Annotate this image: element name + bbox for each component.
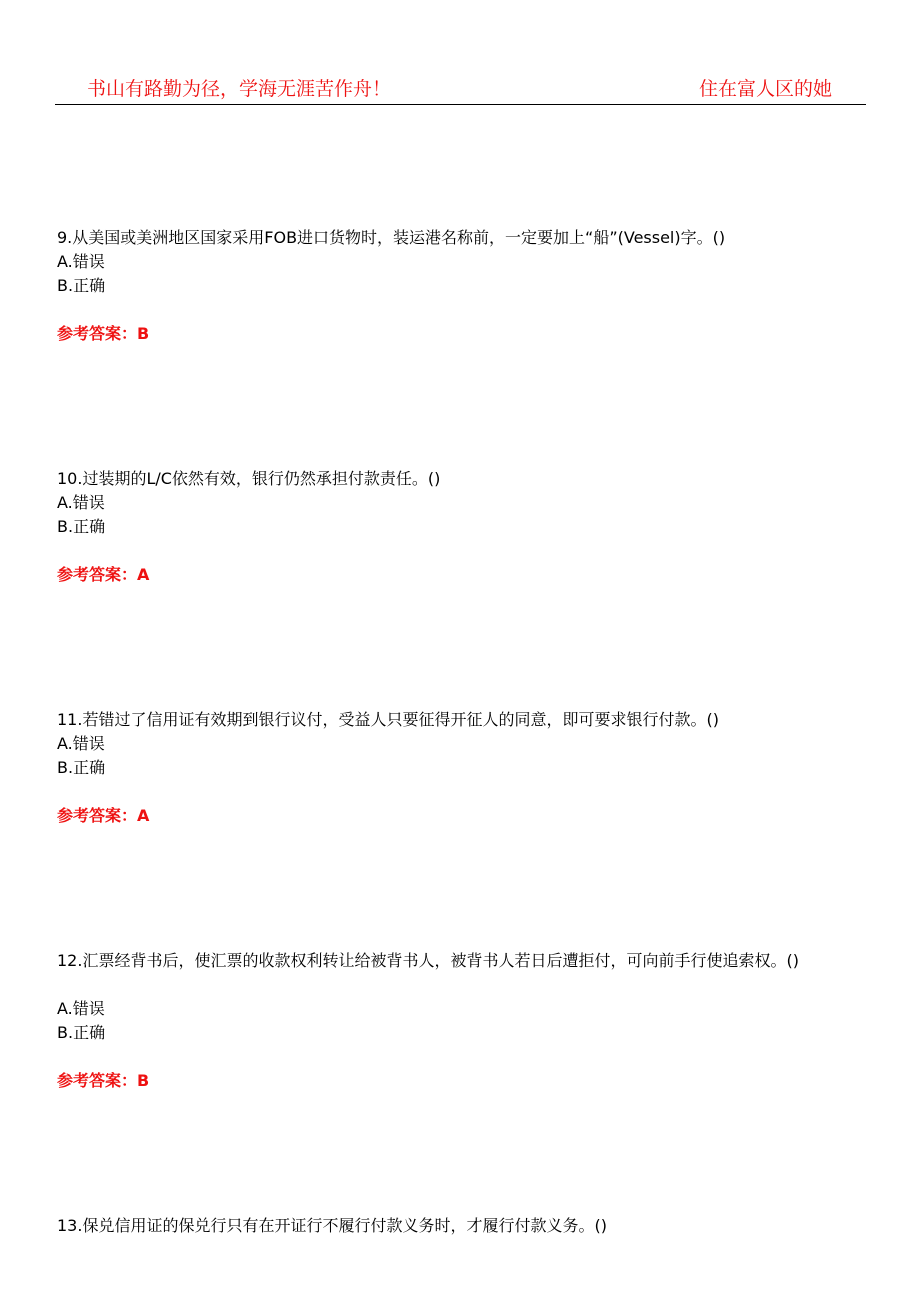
- question-11-answer: [57, 804, 149, 828]
- question-11-option-a: A.错误: [57, 734, 105, 753]
- question-10-answer: [57, 563, 149, 587]
- answer-label: 参考答案：: [57, 324, 138, 343]
- question-12-option-a: A.错误: [57, 999, 105, 1018]
- answer-value: A: [137, 565, 150, 584]
- question-12-answer: [57, 1069, 149, 1093]
- question-9-option-b: B.正确: [57, 276, 106, 295]
- answer-label: 参考答案：: [57, 806, 138, 825]
- question-10-option-a: A.错误: [57, 493, 105, 512]
- answer-label: 参考答案：: [57, 1071, 138, 1090]
- answer-label: 参考答案：: [57, 565, 138, 584]
- question-12-text: 12.汇票经背书后，使汇票的收款权利转让给被背书人，被背书人若日后遭拒付，可向前手行使追索权。(): [57, 951, 799, 970]
- question-9-answer: [57, 322, 149, 346]
- question-10-option-b: B.正确: [57, 517, 106, 536]
- question-10-text: 10.过装期的L/C依然有效，银行仍然承担付款责任。(): [57, 469, 441, 488]
- question-13-text: 13.保兑信用证的保兑行只有在开证行不履行付款义务时，才履行付款义务。(): [57, 1216, 607, 1235]
- header-tagline: 住在富人区的她: [698, 78, 832, 100]
- header-motto: 书山有路勤为径，学海无涯苦作舟！: [87, 78, 392, 100]
- question-12-option-b: B.正确: [57, 1023, 106, 1042]
- question-11-option-b: B.正确: [57, 758, 106, 777]
- answer-value: B: [137, 324, 150, 343]
- question-11-text: 11.若错过了信用证有效期到银行议付，受益人只要征得开征人的同意，即可要求银行付款。(): [57, 710, 719, 729]
- question-9-option-a: A.错误: [57, 252, 105, 271]
- page-header: [55, 70, 866, 105]
- answer-value: A: [137, 806, 150, 825]
- question-9-text: 9.从美国或美洲地区国家采用FOB进口货物时，装运港名称前，一定要加上“船”(Vessel)字。(): [57, 228, 726, 247]
- answer-value: B: [137, 1071, 150, 1090]
